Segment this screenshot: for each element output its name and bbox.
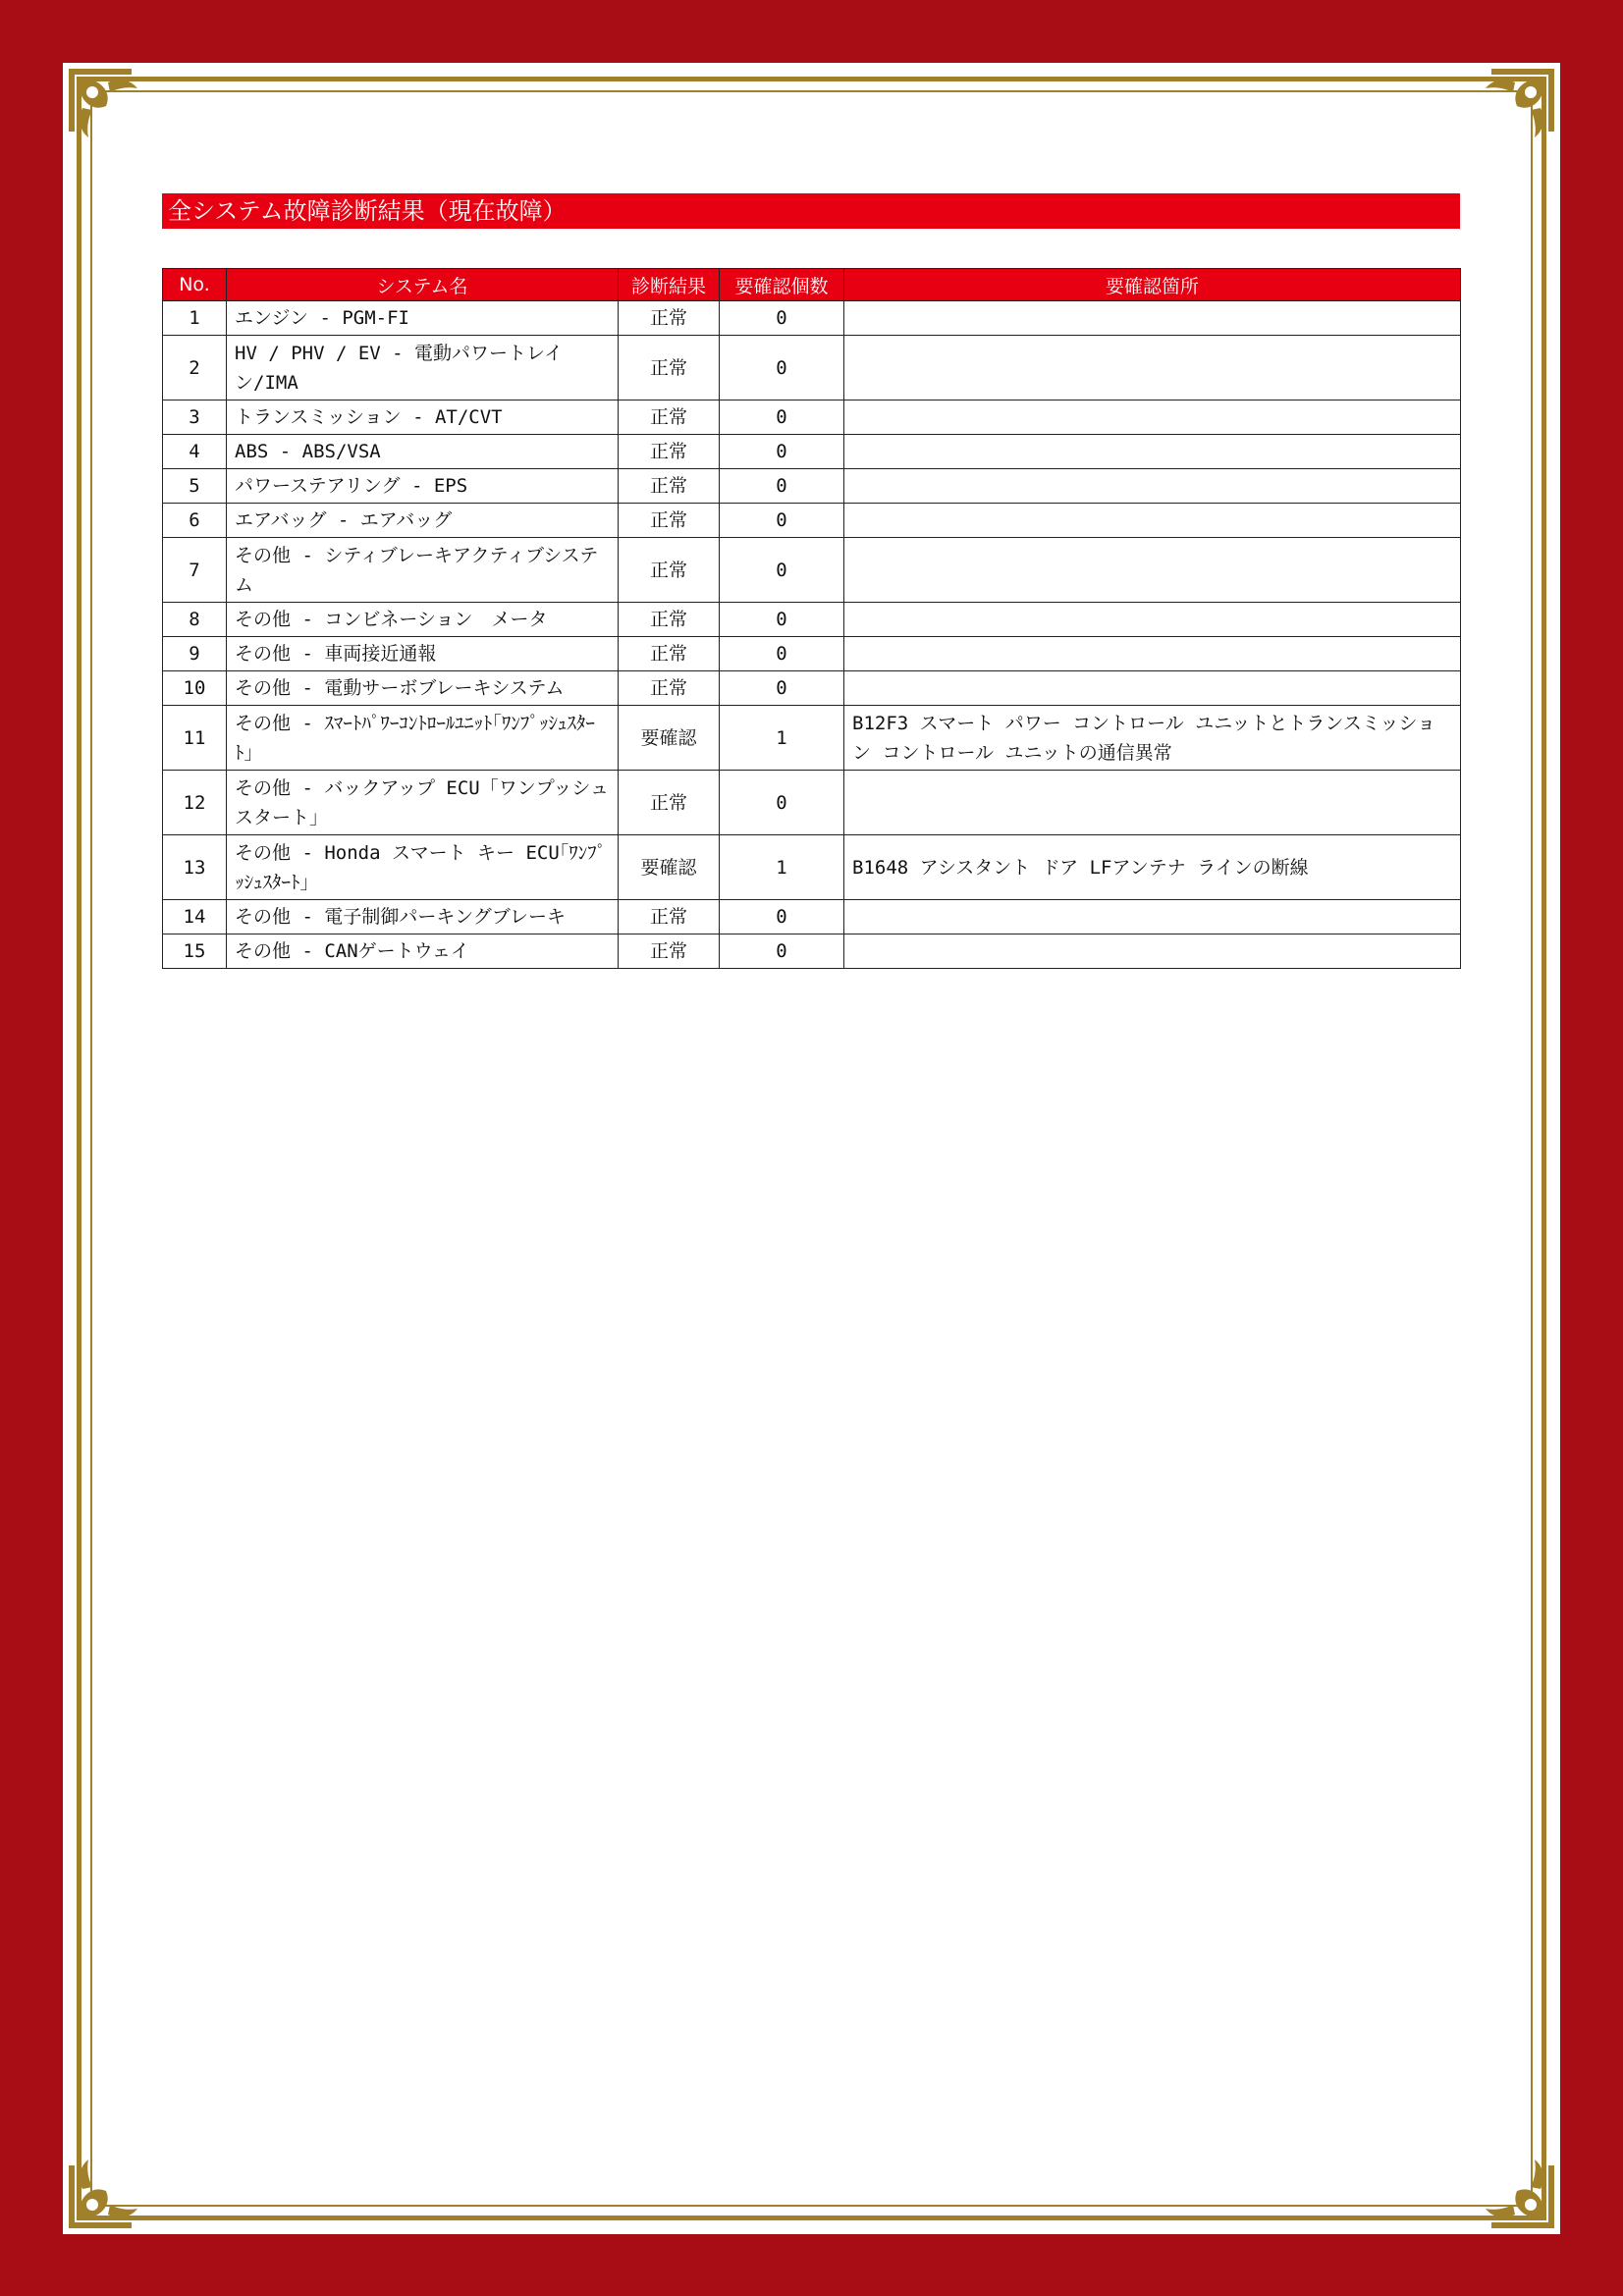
- cell-result: 正常: [619, 771, 720, 835]
- table-row: [163, 934, 1461, 969]
- table-row: [163, 900, 1461, 934]
- cell-location: [844, 504, 1461, 538]
- table-row: [163, 469, 1461, 504]
- cell-location: [844, 301, 1461, 336]
- table-row: [163, 336, 1461, 400]
- cell-no: 8: [163, 603, 227, 637]
- header-no: No.: [163, 269, 227, 301]
- cell-result: 正常: [619, 336, 720, 400]
- table-row: [163, 671, 1461, 706]
- cell-result: 正常: [619, 538, 720, 603]
- corner-ornament-icon: [63, 63, 161, 161]
- header-count: 要確認個数: [720, 269, 844, 301]
- table-header-row: [163, 269, 1461, 301]
- corner-ornament-icon: [63, 2136, 161, 2234]
- table-row: [163, 603, 1461, 637]
- cell-count: 0: [720, 671, 844, 706]
- cell-system: パワーステアリング - EPS: [227, 469, 619, 504]
- cell-location: [844, 469, 1461, 504]
- cell-result: 正常: [619, 671, 720, 706]
- cell-system: その他 - ｽﾏｰﾄﾊﾟﾜｰｺﾝﾄﾛｰﾙﾕﾆｯﾄ｢ﾜﾝﾌﾟｯｼｭｽﾀｰﾄ｣: [227, 706, 619, 771]
- cell-system: その他 - コンビネーション メータ: [227, 603, 619, 637]
- cell-count: 0: [720, 934, 844, 969]
- cell-location: B1648 アシスタント ドア LFアンテナ ラインの断線: [844, 835, 1461, 900]
- cell-no: 9: [163, 637, 227, 671]
- cell-system: その他 - 電子制御パーキングブレーキ: [227, 900, 619, 934]
- table-row: [163, 435, 1461, 469]
- cell-result: 正常: [619, 400, 720, 435]
- cell-system: その他 - シティブレーキアクティブシステム: [227, 538, 619, 603]
- cell-result: 要確認: [619, 835, 720, 900]
- cell-location: [844, 934, 1461, 969]
- cell-location: [844, 603, 1461, 637]
- cell-count: 0: [720, 603, 844, 637]
- cell-no: 2: [163, 336, 227, 400]
- cell-system: ABS - ABS/VSA: [227, 435, 619, 469]
- cell-system: トランスミッション - AT/CVT: [227, 400, 619, 435]
- table-row: [163, 504, 1461, 538]
- cell-count: 0: [720, 435, 844, 469]
- table-row: [163, 538, 1461, 603]
- cell-no: 7: [163, 538, 227, 603]
- table-row: [163, 301, 1461, 336]
- cell-location: [844, 771, 1461, 835]
- table-row: [163, 771, 1461, 835]
- table-row: [163, 400, 1461, 435]
- diagnosis-table: [162, 268, 1461, 969]
- cell-system: その他 - CANゲートウェイ: [227, 934, 619, 969]
- cell-no: 10: [163, 671, 227, 706]
- cell-system: その他 - Honda スマート キー ECU｢ﾜﾝﾌﾟｯｼｭｽﾀｰﾄ｣: [227, 835, 619, 900]
- cell-location: [844, 336, 1461, 400]
- header-system: システム名: [227, 269, 619, 301]
- cell-location: [844, 671, 1461, 706]
- cell-count: 0: [720, 538, 844, 603]
- cell-system: その他 - バックアップ ECU「ワンプッシュスタート」: [227, 771, 619, 835]
- cell-no: 14: [163, 900, 227, 934]
- report-page: [63, 63, 1560, 2234]
- cell-count: 0: [720, 504, 844, 538]
- cell-result: 正常: [619, 900, 720, 934]
- cell-result: 正常: [619, 469, 720, 504]
- cell-system: HV / PHV / EV - 電動パワートレイン/IMA: [227, 336, 619, 400]
- cell-result: 正常: [619, 603, 720, 637]
- cell-no: 6: [163, 504, 227, 538]
- cell-result: 要確認: [619, 706, 720, 771]
- header-result: 診断結果: [619, 269, 720, 301]
- cell-location: [844, 900, 1461, 934]
- cell-count: 0: [720, 301, 844, 336]
- cell-no: 3: [163, 400, 227, 435]
- cell-no: 5: [163, 469, 227, 504]
- cell-location: [844, 435, 1461, 469]
- cell-result: 正常: [619, 301, 720, 336]
- cell-count: 1: [720, 835, 844, 900]
- cell-result: 正常: [619, 504, 720, 538]
- cell-location: [844, 637, 1461, 671]
- cell-count: 0: [720, 771, 844, 835]
- cell-result: 正常: [619, 435, 720, 469]
- cell-location: B12F3 スマート パワー コントロール ユニットとトランスミッション コントロール ユニットの通信異常: [844, 706, 1461, 771]
- cell-count: 0: [720, 400, 844, 435]
- cell-location: [844, 538, 1461, 603]
- cell-no: 4: [163, 435, 227, 469]
- corner-ornament-icon: [1462, 2136, 1560, 2234]
- cell-count: 0: [720, 637, 844, 671]
- report-title: 全システム故障診断結果（現在故障）: [162, 193, 1460, 229]
- header-location: 要確認箇所: [844, 269, 1461, 301]
- cell-no: 15: [163, 934, 227, 969]
- cell-system: その他 - 車両接近通報: [227, 637, 619, 671]
- cell-result: 正常: [619, 934, 720, 969]
- table-row: [163, 637, 1461, 671]
- cell-system: その他 - 電動サーボブレーキシステム: [227, 671, 619, 706]
- cell-count: 0: [720, 336, 844, 400]
- cell-no: 11: [163, 706, 227, 771]
- cell-location: [844, 400, 1461, 435]
- cell-result: 正常: [619, 637, 720, 671]
- cell-no: 1: [163, 301, 227, 336]
- cell-count: 0: [720, 900, 844, 934]
- table-row: [163, 706, 1461, 771]
- cell-no: 12: [163, 771, 227, 835]
- cell-count: 1: [720, 706, 844, 771]
- table-row: [163, 835, 1461, 900]
- corner-ornament-icon: [1462, 63, 1560, 161]
- cell-system: エンジン - PGM-FI: [227, 301, 619, 336]
- cell-system: エアバッグ - エアバッグ: [227, 504, 619, 538]
- cell-count: 0: [720, 469, 844, 504]
- cell-no: 13: [163, 835, 227, 900]
